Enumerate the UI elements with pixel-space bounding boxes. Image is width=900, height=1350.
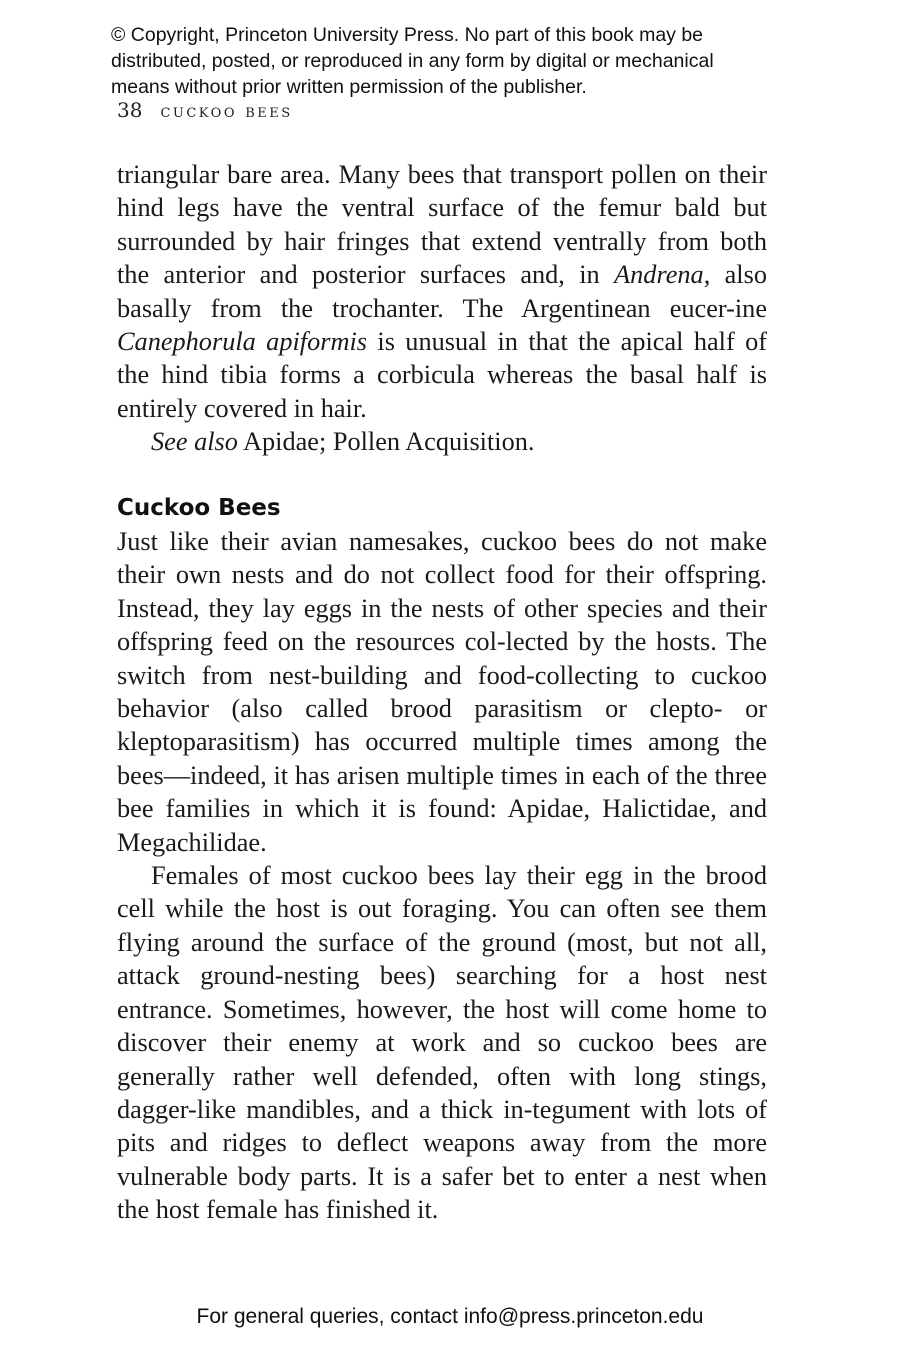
genus-name: Andrena [614, 260, 704, 290]
entry-paragraph-1: Just like their avian namesakes, cuckoo bees do not make their own nests and do not collect food for their offspring. Instead, they lay eggs in the nests of other species and their offspring feed on the resources col-lected by the hosts. The switch from nest-building and food-collecting to cuckoo behavior (also called brood parasitism or clepto- or kleptoparasitism) has occurred multiple times among the bees—indeed, it has arisen multiple times in each of the three bee families in which it is found: Apidae, Halictidae, and Megachilidae. [117, 527, 767, 857]
running-head [117, 97, 293, 125]
see-also-label: See also [151, 427, 238, 457]
copyright-notice [111, 22, 811, 100]
see-also-line [117, 425, 767, 458]
running-head-title: cuckoo bees [160, 101, 293, 122]
copyright-line-1: © Copyright, Princeton University Press. No part of this book may be [111, 24, 704, 46]
copyright-line-3: means without prior written permission of the publisher. [111, 76, 587, 98]
entry-body [117, 525, 767, 1227]
see-also-refs: Apidae; Pollen Acquisition. [237, 427, 535, 457]
footer-contact: For general queries, contact info@press.princeton.edu [196, 1305, 704, 1328]
text-run: , also basally from the trochanter. The Argentinean eucer-ine [117, 260, 767, 323]
species-name: Canephorula apiformis [117, 327, 367, 357]
entry-heading: Cuckoo Bees [117, 495, 281, 521]
continued-text [117, 158, 767, 459]
continued-paragraph [117, 158, 767, 425]
copyright-line-2: distributed, posted, or reproduced in any form by digital or mechanical [111, 50, 714, 72]
text-run: is unusual in that the apical half of the hind tibia forms a corbicula whereas the basal half is entirely covered in hair. [117, 327, 767, 423]
entry-paragraph-2: Females of most cuckoo bees lay their egg in the brood cell while the host is out foraging. You can often see them flying around the surface of the ground (most, but not all, attack ground-nesting bees) searching for a host nest entrance. Sometimes, however, the host will come home to discover their enemy at work and so cuckoo bees are generally rather well defended, often with long stings, dagger-like mandibles, and a thick in-tegument with lots of pits and ridges to deflect weapons away from the more vulnerable body parts. It is a safer bet to enter a nest when the host female has finished it. [117, 861, 767, 1225]
text-run: triangular bare area. Many bees that transport pollen on their hind legs have the ventral surface of the femur bald but surrounded by hair fringes that extend ventrally from both the anterior and posterior surfaces and, in [117, 160, 767, 290]
page-number: 38 [117, 98, 143, 122]
